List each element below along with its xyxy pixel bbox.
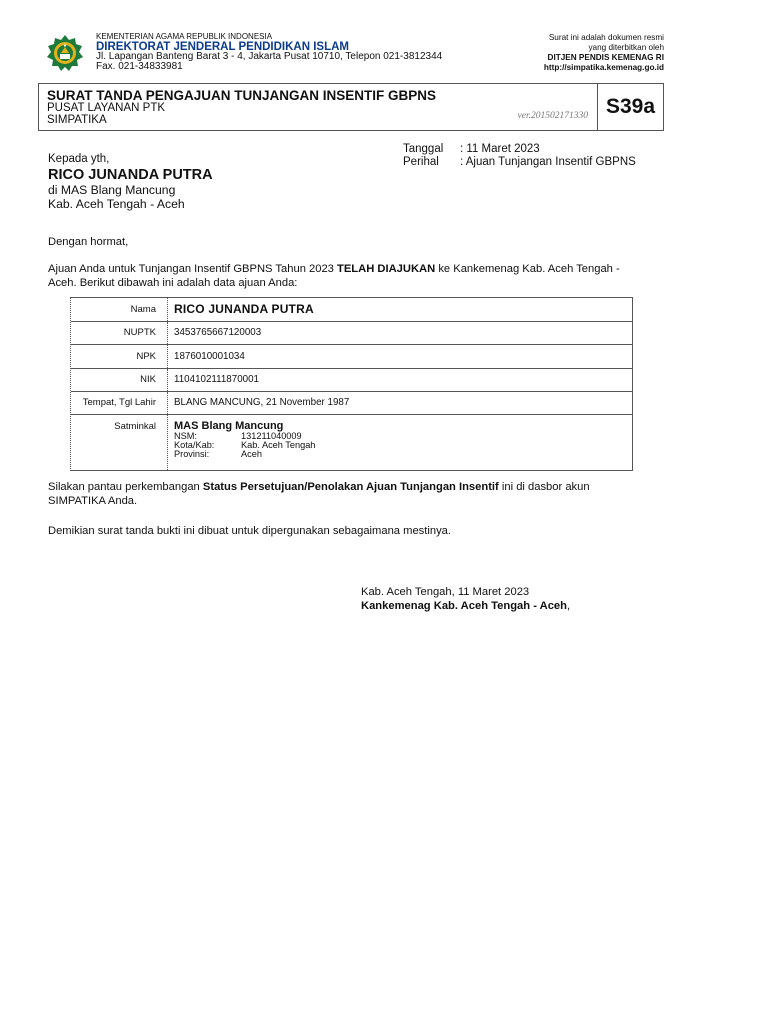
intro-status-bold: TELAH DIAJUKAN [337, 263, 436, 275]
npk-value: 1876010001034 [174, 351, 245, 362]
satminkal-details [174, 420, 315, 459]
monitoring-text-end: ini di dasbor akun SIMPATIKA Anda. [48, 481, 590, 507]
kota-value: Kab. Aceh Tengah [241, 440, 316, 450]
table-row-nuptk [71, 322, 632, 345]
signature-office-line [361, 599, 570, 613]
notice-line-2: yang diterbitkan oleh [588, 43, 664, 52]
signature-block [361, 585, 570, 613]
nik-label: NIK [71, 369, 168, 391]
date-label: Tanggal [403, 143, 444, 155]
directorate-name: DIREKTORAT JENDERAL PENDIDIKAN ISLAM [96, 41, 350, 53]
document-subtitle-system: SIMPATIKA [47, 114, 107, 126]
nama-value: RICO JUNANDA PUTRA [174, 302, 314, 316]
monitoring-paragraph [48, 481, 648, 508]
ttl-value: BLANG MANCUNG, 21 November 1987 [174, 397, 350, 408]
subject-value: : Ajuan Tunjangan Insentif GBPNS [460, 156, 636, 168]
provinsi-value: Aceh [241, 449, 262, 459]
recipient-name: RICO JUNANDA PUTRA [48, 167, 213, 183]
title-box [38, 83, 664, 131]
subject-label: Perihal [403, 156, 439, 168]
monitoring-text-start: Silakan pantau perkembangan [48, 481, 203, 493]
closing-paragraph: Demikian surat tanda bukti ini dibuat untuk dipergunakan sebagaimana mestinya. [48, 525, 451, 537]
monitoring-status-bold: Status Persetujuan/Penolakan Ajuan Tunjangan Insentif [202, 481, 499, 493]
npk-label: NPK [71, 345, 168, 368]
ministry-name: KEMENTERIAN AGAMA REPUBLIK INDONESIA [96, 32, 273, 41]
nama-label: Nama [71, 298, 168, 321]
intro-text-end: ke Kankemenag Kab. Aceh Tengah - Aceh. Berikut dibawah ini adalah data ajuan Anda: [48, 263, 620, 289]
provinsi-label: Provinsi: [174, 449, 210, 459]
intro-text-start: Ajuan Anda untuk Tunjangan Insentif GBPNS Tahun 2023 [48, 263, 338, 275]
recipient-intro: Kepada yth, [48, 153, 110, 165]
document-code: S39a [597, 83, 663, 131]
submission-data-table [70, 297, 633, 471]
document-version: ver.201502171330 [517, 111, 588, 121]
recipient-institution: di MAS Blang Mancung [48, 183, 176, 197]
nsm-value: 131211040009 [241, 431, 302, 441]
table-row-nama [71, 298, 632, 322]
meta-subject [403, 156, 636, 169]
table-row-satminkal [71, 415, 632, 470]
greeting: Dengan hormat, [48, 236, 129, 248]
notice-line-1: Surat ini adalah dokumen resmi [548, 33, 664, 42]
official-notice [544, 33, 664, 73]
kemenag-logo-icon [46, 34, 84, 72]
nsm-label: NSM: [174, 431, 197, 441]
date-value: : 11 Maret 2023 [460, 143, 540, 155]
office-fax: Fax. 021-34833981 [96, 61, 183, 72]
signature-trailing: , [566, 600, 571, 612]
notice-issuer: DITJEN PENDIS KEMENAG RI [547, 53, 664, 62]
nuptk-value: 3453765667120003 [174, 327, 262, 338]
satminkal-name: MAS Blang Mancung [174, 420, 284, 432]
satminkal-label: Satminkal [71, 415, 168, 470]
table-row-npk [71, 345, 632, 369]
office-address: Jl. Lapangan Banteng Barat 3 - 4, Jakarta Pusat 10710, Telepon 021-3812344 [96, 51, 443, 62]
nuptk-label: NUPTK [71, 322, 168, 344]
signature-place-date: Kab. Aceh Tengah, 11 Maret 2023 [361, 586, 530, 598]
table-row-ttl [71, 392, 632, 415]
meta-date [403, 143, 540, 156]
document-subtitle-service: PUSAT LAYANAN PTK [47, 102, 166, 114]
ttl-label: Tempat, Tgl Lahir [71, 392, 168, 414]
document-title: SURAT TANDA PENGAJUAN TUNJANGAN INSENTIF GBPNS [47, 88, 437, 103]
table-row-nik [71, 369, 632, 392]
nik-value: 1104102111870001 [174, 374, 259, 385]
signature-office: Kankemenag Kab. Aceh Tengah - Aceh [361, 600, 567, 612]
recipient-block [48, 152, 213, 211]
kota-label: Kota/Kab: [174, 440, 215, 450]
satminkal-provinsi [174, 450, 315, 459]
notice-url: http://simpatika.kemenag.go.id [543, 63, 664, 72]
intro-paragraph [48, 263, 648, 290]
recipient-region: Kab. Aceh Tengah - Aceh [48, 197, 185, 211]
